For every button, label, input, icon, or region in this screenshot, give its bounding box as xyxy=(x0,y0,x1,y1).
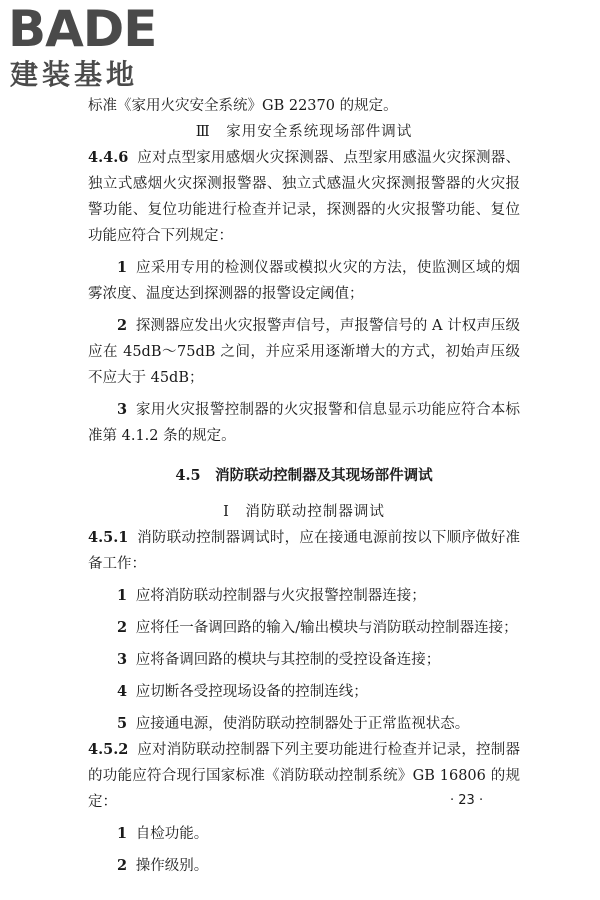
item-number: 1 xyxy=(117,259,128,276)
clause-text: 应对点型家用感烟火灾探测器、点型家用感温火灾探测器、独立式感烟火灾探测报警器、独立式感温火灾探测报警器的火灾报警功能、复位功能进行检查并记录，探测器的火灾报警功能、复位功能应符合下列规定： xyxy=(88,150,520,244)
item-number: 5 xyxy=(117,715,128,732)
item-text: 自检功能。 xyxy=(135,826,209,842)
bade-logo xyxy=(8,0,178,94)
item-text: 家用火灾报警控制器的火灾报警和信息显示功能应符合本标准第 4.1.2 条的规定。 xyxy=(88,402,520,444)
logo-wordmark: BADE xyxy=(8,0,157,58)
clause-number: 4.5.1 xyxy=(88,529,129,546)
document-body xyxy=(88,93,520,879)
item-number: 4 xyxy=(117,683,128,700)
item-text: 应接通电源，使消防联动控制器处于正常监视状态。 xyxy=(135,716,470,732)
clause-4-5-1 xyxy=(88,525,520,577)
step-2 xyxy=(88,615,520,641)
item-number: 2 xyxy=(117,619,128,636)
logo-subtitle: 建装基地 xyxy=(10,58,139,91)
item-text: 应采用专用的检测仪器或模拟火灾的方法，使监测区域的烟雾浓度、温度达到探测器的报警设定阈值； xyxy=(88,260,520,302)
subsection-title-1: Ⅰ 消防联动控制器调试 xyxy=(223,504,385,520)
clause-4-4-6 xyxy=(88,145,520,249)
item-number: 1 xyxy=(117,587,128,604)
item-text: 操作级别。 xyxy=(135,858,209,874)
item-text: 应将任一备调回路的输入/输出模块与消防联动控制器连接； xyxy=(135,620,518,636)
function-2 xyxy=(88,853,520,879)
step-5 xyxy=(88,711,520,737)
item-2 xyxy=(88,313,520,391)
step-4 xyxy=(88,679,520,705)
clause-text: 消防联动控制器调试时，应在接通电源前按以下顺序做好准备工作： xyxy=(88,530,520,572)
page-number: · 23 · xyxy=(450,793,484,808)
item-3 xyxy=(88,397,520,449)
section-title-4-5: 4.5 消防联动控制器及其现场部件调试 xyxy=(175,467,433,484)
item-number: 2 xyxy=(117,317,128,334)
item-text: 应将备调回路的模块与其控制的受控设备连接； xyxy=(135,652,441,668)
item-number: 3 xyxy=(117,651,128,668)
item-text: 探测器应发出火灾报警声信号，声报警信号的 A 计权声压级应在 45dB～75dB 之间，并应采用逐渐增大的方式，初始声压级不应大于 45dB； xyxy=(88,318,520,386)
clause-number: 4.4.6 xyxy=(88,149,129,166)
continued-line: 标准《家用火灾安全系统》GB 22370 的规定。 xyxy=(88,98,398,114)
item-number: 1 xyxy=(117,825,128,842)
step-1 xyxy=(88,583,520,609)
subsection-title-3: Ⅲ 家用安全系统现场部件调试 xyxy=(195,124,413,140)
item-text: 应切断各受控现场设备的控制连线； xyxy=(135,684,368,700)
function-1 xyxy=(88,821,520,847)
item-1 xyxy=(88,255,520,307)
clause-number: 4.5.2 xyxy=(88,741,129,758)
clause-text: 应对消防联动控制器下列主要功能进行检查并记录，控制器的功能应符合现行国家标准《消防联动控制系统》GB 16806 的规定： xyxy=(88,742,520,810)
item-number: 3 xyxy=(117,401,128,418)
step-3 xyxy=(88,647,520,673)
item-number: 2 xyxy=(117,857,128,874)
item-text: 应将消防联动控制器与火灾报警控制器连接； xyxy=(135,588,426,604)
